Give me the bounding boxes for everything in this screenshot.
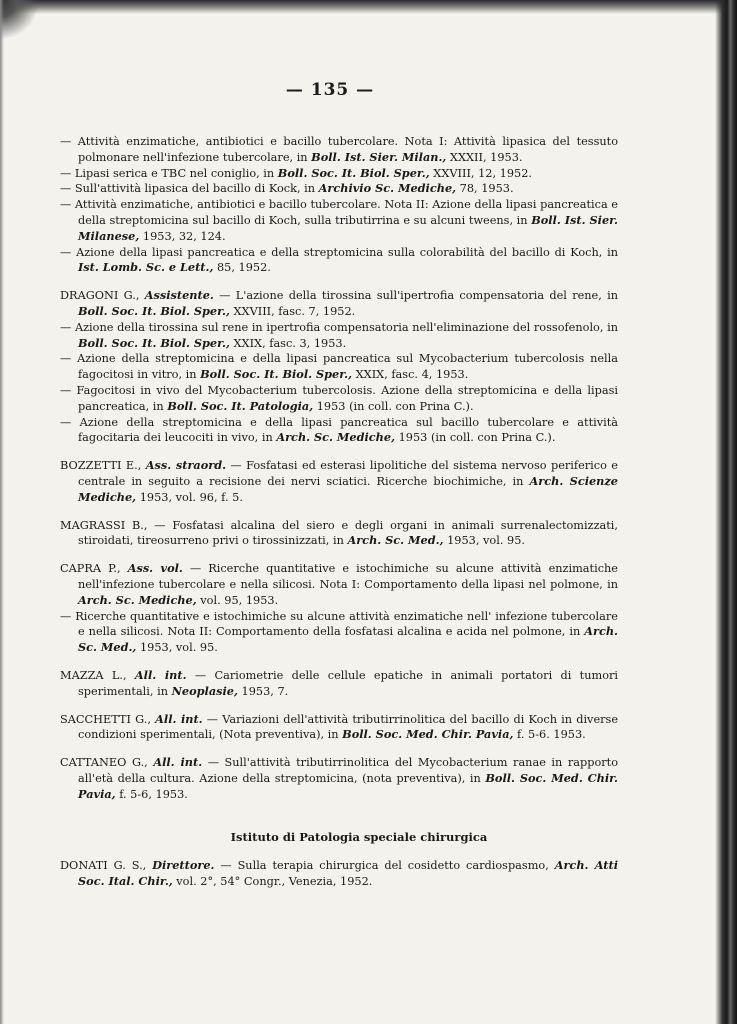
author-role: All. int. xyxy=(134,667,187,682)
scan-corner-shadow xyxy=(0,0,40,40)
list-item: — Attività enzimatiche, antibiotici e bacillo tubercolare. Nota I: Attività lipasica del tessuto polmonare nell'infezione tubercolare, in Boll. Ist. Sier. Milan., XXXII, 1953. xyxy=(60,135,618,164)
journal-title: Arch. Sc. Med., xyxy=(347,533,444,548)
spacer xyxy=(60,549,618,561)
section-heading: Istituto di Patologia speciale chirurgica xyxy=(230,830,488,845)
author-entry-donati: DONATI G. S., Direttore. — Sulla terapia chirurgica del cosidetto cardiospasmo, Arch. Atti Soc. Ital. Chir., vol. 2°, 54° Congr., Venezia, 1952. xyxy=(60,858,618,889)
spacer xyxy=(60,700,618,712)
list-item: — Azione della tirossina sul rene in ipertrofia compensatoria nell'eliminazione del rossofenolo, in Boll. Soc. It. Biol. Sper., XXIX, fasc. 3, 1953. xyxy=(60,320,618,350)
list-item: — Fagocitosi in vivo del Mycobacterium tubercolosis. Azione della streptomicina e della lipasi pancreatica, in Boll. Soc. It. Patologia, 1953 (in coll. con Prina C.). xyxy=(60,383,618,413)
author-role: Direttore. xyxy=(152,858,215,873)
list-item: — Azione della streptomicina e della lipasi pancreatica sul Mycobacterium tubercolosis nella fagocitosi in vitro, in Boll. Soc. It. Biol. Sper., XXIX, fasc. 4, 1953. xyxy=(60,352,618,382)
spacer xyxy=(60,656,618,668)
author-name: DONATI G. S., xyxy=(60,859,147,873)
list-item: — Ricerche quantitative e istochimiche su alcune attività enzimatiche nell' infezione tubercolare e nella silicosi. Nota II: Comportamento della fosfatasi alcalina e acida nel polmone, in Arch. Sc. Med., 1953, vol. 95. xyxy=(60,609,618,655)
spacer xyxy=(60,846,618,858)
scan-edge-right xyxy=(715,0,737,1024)
journal-title: Boll. Soc. It. Biol. Sper., xyxy=(78,335,230,350)
journal-title: Arch. Atti Soc. Ital. Chir., xyxy=(78,858,618,889)
spacer xyxy=(60,743,618,755)
author-entry-cattaneo: CATTANEO G., All. int. — Sull'attività tributirrinolitica del Mycobacterium ranae in rapporto all'età della cultura. Azione della streptomicina, (nota preventiva), in Boll. Soc. Med. Chir. Pavia, f. 5-6, 1953. xyxy=(60,755,619,801)
author-entry-mazza: MAZZA L., All. int. — Cariometrie delle cellule epatiche in animali portatori di tumori sperimentali, in Neoplasie, 1953, 7. xyxy=(60,667,619,698)
scan-edge-top xyxy=(0,0,737,14)
list-item: — Azione della lipasi pancreatica e della streptomicina sulla colorabilità del bacillo di Koch, in Ist. Lomb. Sc. e Lett., 85, 1952. xyxy=(60,245,618,275)
author-name: MAGRASSI B., xyxy=(60,518,148,532)
journal-title: Ist. Lomb. Sc. e Lett., xyxy=(78,260,214,275)
author-name: SACCHETTI G., xyxy=(60,712,151,726)
author-role: All. int. xyxy=(153,755,203,770)
scan-edge-left xyxy=(0,0,4,1024)
journal-title: Archivio Sc. Mediche, xyxy=(318,181,457,196)
bibliography xyxy=(60,134,618,890)
journal-title: Arch. Sc. Med., xyxy=(78,624,618,655)
journal-title: Boll. Soc. Med. Chir. Pavia, xyxy=(78,770,618,801)
spacer xyxy=(60,506,618,518)
spacer xyxy=(60,276,618,288)
author-role: Ass. vol. xyxy=(127,561,183,576)
journal-title: Boll. Soc. It. Biol. Sper., xyxy=(78,303,230,318)
spacer xyxy=(60,802,618,830)
list-item: — Azione della streptomicina e della lipasi pancreatica sul bacillo tubercolare e attività fagocitaria dei leucociti in vivo, in Arch. Sc. Mediche, 1953 (in coll. con Prina C.). xyxy=(60,415,618,445)
author-name: MAZZA L., xyxy=(60,668,127,682)
journal-title: Boll. Soc. It. Patologia, xyxy=(167,398,314,413)
author-entry-bozzetti: BOZZETTI E., Ass. straord. — Fosfatasi ed esterasi lipolitiche del sistema nervoso periferico e centrale in seguito a recisione dei nervi sciatici. Ricerche biochimiche, in Arch. Scienze Mediche, 1953, vol. 96, f. 5. xyxy=(60,458,618,504)
list-item: — Attività enzimatiche, antibiotici e bacillo tubercolare. Nota II: Azione della lipasi pancreatica e della streptomicina sul bacillo di Koch, sulla tributirrina e su alcuni tweens, in Boll. Ist. Sier. Milanese, 1953, 32, 124. xyxy=(60,198,618,243)
author-role: Assistente. xyxy=(144,288,214,303)
journal-title: Boll. Soc. Med. Chir. Pavia, xyxy=(342,727,514,742)
journal-title: Boll. Ist. Sier. Milan., xyxy=(311,149,447,164)
author-role: All. int. xyxy=(155,711,203,726)
list-item: — Sull'attività lipasica del bacillo di Kock, in Archivio Sc. Mediche, 78, 1953. xyxy=(60,181,514,196)
list-item: — Lipasi serica e TBC nel coniglio, in Boll. Soc. It. Biol. Sper., XXVIII, 12, 1952. xyxy=(60,165,532,180)
author-entry-magrassi: MAGRASSI B., — Fosfatasi alcalina del siero e degli organi in animali surrenalectomizzati, stiroidati, tireosurreno privi o tirossinizzati, in Arch. Sc. Med., 1953, vol. 95. xyxy=(60,518,618,548)
author-name: DRAGONI G., xyxy=(60,289,140,303)
journal-title: Arch. Sc. Mediche, xyxy=(276,430,396,445)
author-entry-sacchetti: SACCHETTI G., All. int. — Variazioni dell'attività tributirrinolitica del bacillo di Koch in diverse condizioni sperimentali, (Nota preventiva), in Boll. Soc. Med. Chir. Pavia, f. 5-6. 1953. xyxy=(60,711,619,742)
journal-title: Neoplasie, xyxy=(171,683,238,698)
author-name: CAPRA P., xyxy=(60,562,121,576)
spacer xyxy=(60,446,618,458)
author-role: Ass. straord. xyxy=(145,458,227,473)
author-name: CATTANEO G., xyxy=(60,756,148,770)
journal-title: Boll. Soc. It. Biol. Sper., xyxy=(200,367,353,382)
author-entry-capra: CAPRA P., Ass. vol. — Ricerche quantitative e istochimiche su alcune attività enzimatiche nell'infezione tubercolare e nella silicosi. Nota I: Comportamento della lipasi nel polmone, in Arch. Sc. Mediche, vol. 95, 1953. xyxy=(60,561,618,607)
author-entry-dragoni: DRAGONI G., Assistente. — L'azione della tirossina sull'ipertrofia compensatoria del rene, in Boll. Soc. It. Biol. Sper., XXVIII, fasc. 7, 1952. xyxy=(60,288,619,318)
journal-title: Arch. Sc. Mediche, xyxy=(78,592,197,607)
journal-title: Boll. Ist. Sier. Milanese, xyxy=(78,212,618,243)
journal-title: Arch. Scienze Mediche, xyxy=(78,473,618,504)
author-name: BOZZETTI E., xyxy=(60,459,142,473)
page-number: — 135 — xyxy=(285,80,375,100)
journal-title: Boll. Soc. It. Biol. Sper., xyxy=(277,165,430,180)
